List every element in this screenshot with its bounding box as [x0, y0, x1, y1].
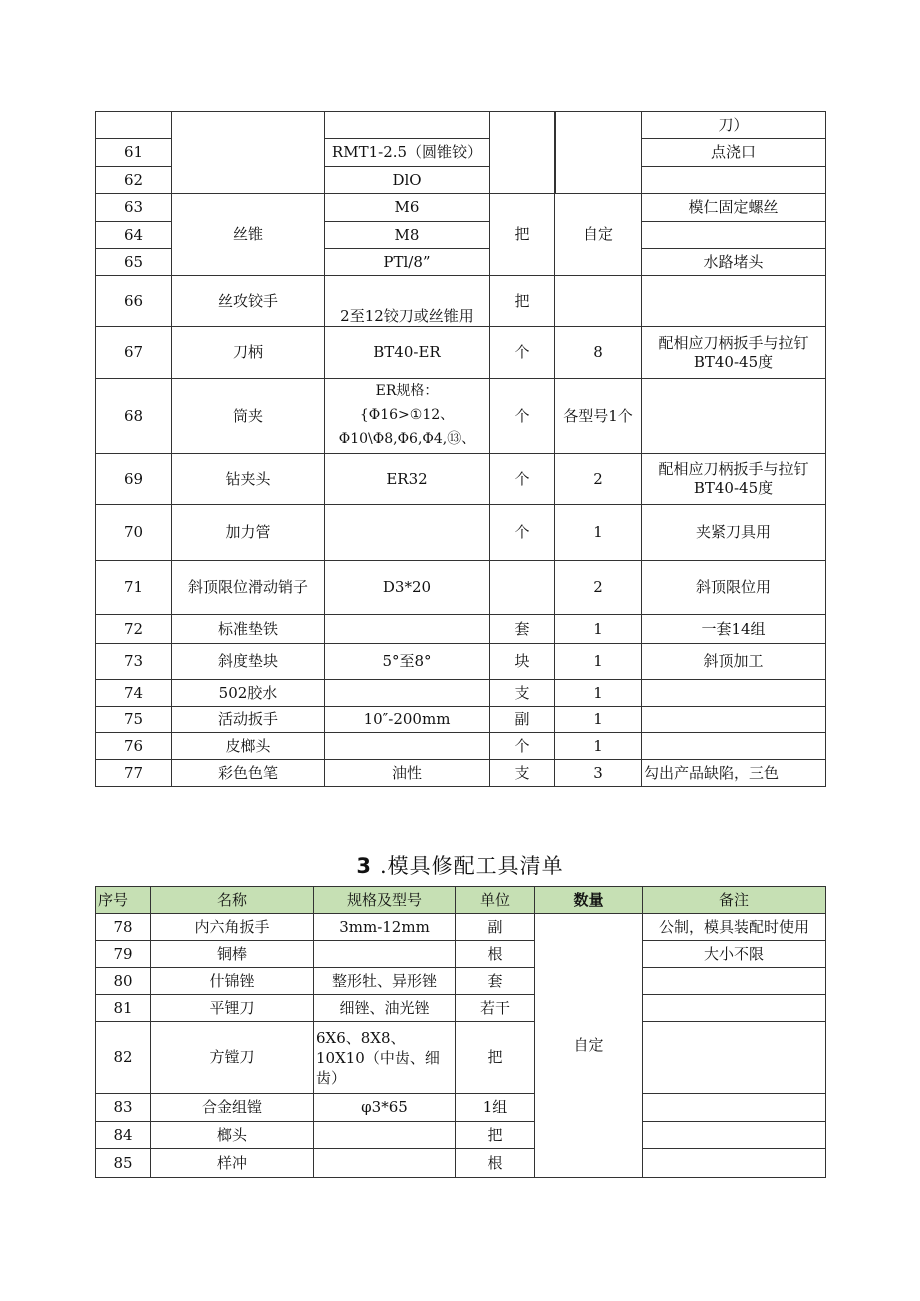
- row-number: 64: [96, 222, 172, 249]
- note-cell: 配相应刀柄扳手与拉钉BT40-45度: [642, 327, 826, 379]
- note-cell: 模仁固定螺丝: [642, 194, 826, 222]
- mold-repair-tool-table: [95, 886, 826, 1178]
- unit-cell: 个: [490, 454, 555, 505]
- note-cell: 夹紧刀具用: [642, 505, 826, 561]
- row-number: 72: [96, 615, 172, 644]
- section-title: .模具修配工具清单: [379, 854, 564, 878]
- spec-cell: M8: [325, 222, 490, 249]
- name-cell: 内六角扳手: [151, 914, 314, 941]
- note-cell: 配相应刀柄扳手与拉钉BT40-45度: [642, 454, 826, 505]
- table-row: [96, 968, 826, 995]
- header-note: 备注: [643, 887, 826, 914]
- row-number: 82: [96, 1022, 151, 1094]
- row-number: 76: [96, 733, 172, 760]
- table-row: [96, 327, 826, 379]
- row-number: 65: [96, 249, 172, 276]
- qty-cell: 2: [555, 561, 642, 615]
- row-number: 81: [96, 995, 151, 1022]
- header-name: 名称: [151, 887, 314, 914]
- spec-cell: BT40-ER: [325, 327, 490, 379]
- name-cell: 标准垫铁: [172, 615, 325, 644]
- table-row: [96, 379, 826, 454]
- spec-cell: 5°至8°: [325, 644, 490, 680]
- row-number: 63: [96, 194, 172, 222]
- name-cell: 加力管: [172, 505, 325, 561]
- section-heading: [0, 850, 920, 880]
- row-number: 84: [96, 1122, 151, 1149]
- spec-cell: φ3*65: [314, 1094, 456, 1122]
- table-row: [96, 194, 826, 222]
- row-number: 69: [96, 454, 172, 505]
- name-cell: 丝攻铰手: [172, 276, 325, 327]
- table-row: [96, 505, 826, 561]
- unit-cell: 支: [490, 760, 555, 787]
- unit-cell: 副: [490, 707, 555, 733]
- spec-cell: ER32: [325, 454, 490, 505]
- unit-cell: 根: [456, 1149, 535, 1178]
- qty-cell: 各型号1个: [555, 379, 642, 454]
- spec-cell: 2至12铰刀或丝锥用: [325, 276, 490, 327]
- note-cell: 一套14组: [642, 615, 826, 644]
- table-header-row: [96, 887, 826, 914]
- name-cell: 样冲: [151, 1149, 314, 1178]
- spec-cell: PTl/8”: [325, 249, 490, 276]
- table-row: [96, 760, 826, 787]
- row-number: 75: [96, 707, 172, 733]
- unit-cell: 支: [490, 680, 555, 707]
- name-cell: 钻夹头: [172, 454, 325, 505]
- unit-cell: 若干: [456, 995, 535, 1022]
- row-number: 73: [96, 644, 172, 680]
- name-cell: 皮榔头: [172, 733, 325, 760]
- name-cell: 502胶水: [172, 680, 325, 707]
- name-cell: 刀柄: [172, 327, 325, 379]
- row-number: 68: [96, 379, 172, 454]
- unit-cell: 把: [456, 1122, 535, 1149]
- row-number: 62: [96, 167, 172, 194]
- spec-cell: 6X6、8X8、10X10（中齿、细齿）: [314, 1022, 456, 1094]
- note-cell: 斜顶限位用: [642, 561, 826, 615]
- row-number: 74: [96, 680, 172, 707]
- row-number: 67: [96, 327, 172, 379]
- name-cell: 彩色色笔: [172, 760, 325, 787]
- unit-cell: 个: [490, 379, 555, 454]
- note-cell: 大小不限: [643, 941, 826, 968]
- qty-cell: 8: [555, 327, 642, 379]
- table-row: [96, 1149, 826, 1178]
- row-number: 70: [96, 505, 172, 561]
- tool-list-table-continued: [95, 111, 826, 787]
- spec-cell: 10″-200mm: [325, 707, 490, 733]
- header-no: 序号: [96, 887, 151, 914]
- spec-line: ER规格：: [375, 383, 439, 399]
- note-cell: 水路堵头: [642, 249, 826, 276]
- table-row: [96, 1094, 826, 1122]
- spec-line: Φ10\Φ8,Φ6,Φ4,⑬、: [338, 431, 476, 447]
- name-cell: 活动扳手: [172, 707, 325, 733]
- table-row: [96, 995, 826, 1022]
- note-cell: 勾出产品缺陷，三色: [642, 760, 826, 787]
- table-row: [96, 454, 826, 505]
- qty-cell: 自定: [555, 194, 642, 276]
- row-number: 61: [96, 139, 172, 167]
- name-cell: 平锂刀: [151, 995, 314, 1022]
- spec-cell: 整形牡、异形锉: [314, 968, 456, 995]
- unit-cell: 根: [456, 941, 535, 968]
- qty-cell: 1: [555, 505, 642, 561]
- spec-cell: M6: [325, 194, 490, 222]
- table-row: [96, 644, 826, 680]
- row-number: 83: [96, 1094, 151, 1122]
- name-cell: 斜顶限位滑动销子: [172, 561, 325, 615]
- qty-cell: 1: [555, 644, 642, 680]
- unit-cell: 块: [490, 644, 555, 680]
- name-cell: 斜度垫块: [172, 644, 325, 680]
- row-number: 79: [96, 941, 151, 968]
- spec-cell: [325, 379, 490, 454]
- table-row: [96, 680, 826, 707]
- qty-cell: 3: [555, 760, 642, 787]
- unit-cell: 把: [456, 1022, 535, 1094]
- row-number: 85: [96, 1149, 151, 1178]
- spec-cell: DlO: [325, 167, 490, 194]
- spec-cell: 细锉、油光锉: [314, 995, 456, 1022]
- table-row: [96, 1122, 826, 1149]
- unit-cell: 套: [456, 968, 535, 995]
- table-row: [96, 707, 826, 733]
- unit-cell: 个: [490, 733, 555, 760]
- spec-cell: 3mm-12mm: [314, 914, 456, 941]
- row-number: 66: [96, 276, 172, 327]
- spec-cell: 油性: [325, 760, 490, 787]
- table-row: [96, 733, 826, 760]
- name-cell: 丝锥: [172, 194, 325, 276]
- note-cell: 点浇口: [642, 139, 826, 167]
- table-row: [96, 276, 826, 327]
- name-cell: 方镗刀: [151, 1022, 314, 1094]
- qty-cell: 2: [555, 454, 642, 505]
- header-qty: 数量: [535, 887, 643, 914]
- qty-cell: 1: [555, 707, 642, 733]
- spec-cell: RMT1-2.5（圆锥铰）: [325, 139, 490, 167]
- row-number: 71: [96, 561, 172, 615]
- qty-cell: 1: [555, 615, 642, 644]
- spec-line: {Φ16>①12、: [359, 407, 455, 423]
- note-cell: 刀）: [642, 112, 826, 139]
- table-row: [96, 1022, 826, 1094]
- table-row: [96, 615, 826, 644]
- name-cell: 什锦锉: [151, 968, 314, 995]
- qty-cell: 自定: [535, 914, 643, 1178]
- header-unit: 单位: [456, 887, 535, 914]
- unit-cell: 个: [490, 327, 555, 379]
- row-number: 77: [96, 760, 172, 787]
- row-number: 78: [96, 914, 151, 941]
- unit-cell: 个: [490, 505, 555, 561]
- name-cell: 榔头: [151, 1122, 314, 1149]
- section-number: 3: [356, 854, 372, 878]
- name-cell: 铜棒: [151, 941, 314, 968]
- unit-cell: 套: [490, 615, 555, 644]
- qty-cell: 1: [555, 680, 642, 707]
- table-row: [96, 914, 826, 941]
- spec-cell: D3*20: [325, 561, 490, 615]
- unit-cell: 副: [456, 914, 535, 941]
- unit-cell: 1组: [456, 1094, 535, 1122]
- table-row: [96, 941, 826, 968]
- table-row: [96, 112, 826, 139]
- name-cell: 合金组镗: [151, 1094, 314, 1122]
- note-cell: 斜顶加工: [642, 644, 826, 680]
- unit-cell: 把: [490, 194, 555, 276]
- unit-cell: 把: [490, 276, 555, 327]
- header-spec: 规格及型号: [314, 887, 456, 914]
- qty-cell: 1: [555, 733, 642, 760]
- note-cell: 公制，模具装配时使用: [643, 914, 826, 941]
- row-number: 80: [96, 968, 151, 995]
- name-cell: 筒夹: [172, 379, 325, 454]
- table-row: [96, 561, 826, 615]
